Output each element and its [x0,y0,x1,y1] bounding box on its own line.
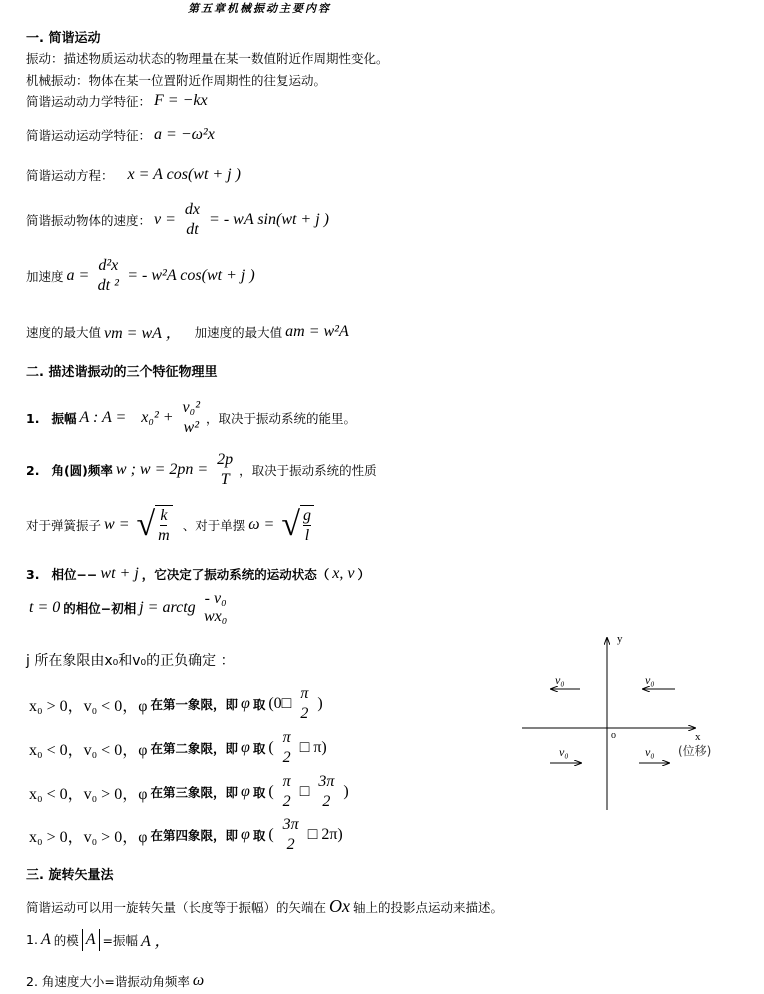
x-axis-label: x [695,731,701,743]
text: 在第三象限，即 [150,785,238,800]
acceleration-line [26,256,258,296]
quadrant-1-line [26,684,326,724]
label: 的相位−初相 [63,601,137,616]
lhs: a = [66,267,90,284]
denominator: 2 [282,793,291,810]
item-number: 3. [26,566,40,582]
spring-pendulum-line [26,505,314,545]
numerator: 3π [318,773,335,790]
denominator: 2 [322,793,331,810]
text: ，取决于振动系统的能里。 [206,411,357,426]
phi: φ [240,783,250,800]
formula: ω [192,972,205,989]
text: 在第一象限，即 [150,697,238,712]
label: 振幅 [51,411,77,426]
range: ) [343,783,349,800]
text: 取 [252,741,266,756]
numerator: π [300,685,309,702]
text: ，它决定了振动系统的运动状态（ [141,567,330,582]
denominator: 2 [286,836,295,853]
abs-A: A [82,929,100,951]
quadrant-3-line [26,772,352,812]
text: 简谐运动可以用一旋转矢量（长度等于振幅）的矢端在 [26,899,327,915]
amplitude-line [26,398,356,438]
displacement-label: (位移) [678,744,712,758]
quadrant-4-line [26,815,346,855]
text: 在第二象限，即 [150,741,238,756]
fraction [281,728,293,768]
range: □ π) [299,739,327,756]
formula: A ， [141,933,171,950]
rhs: = - w²A cos(wt + j ) [127,267,255,284]
text: ） [357,567,370,582]
label: 、对于单摆 [182,518,246,533]
vector-A: A [40,930,51,948]
label: 对于弹簧振子 [26,518,102,533]
numerator: π [282,773,291,790]
denominator: m [158,527,170,544]
text: 轴上的投影点运动来描述。 [353,899,504,915]
condition: x₀ > 0，v₀ < 0，φ [29,697,148,715]
formula: x, v [332,565,355,582]
denominator: 2 [300,705,309,722]
label: 加速度的最大值 [194,324,283,340]
quadrant-intro: j 所在象限由x₀和v₀的正负确定 ： [26,653,235,669]
section-2-heading: 二. 描述谐振动的三个特征物理里 [26,365,218,380]
text: 的模 [53,932,79,948]
rotating-vector-description [26,896,503,917]
formula: w = [104,516,130,533]
text: 在第四象限，即 [150,828,238,843]
numerator: d²x [98,257,119,274]
item-number: 1. [26,932,38,947]
formula: x = A cos(wt + j ) [127,166,241,183]
denominator: w² [183,419,200,436]
numerator: k [160,507,168,524]
rhs: = - wA sin(wt + j ) [209,211,329,228]
velocity-label: v₀ [555,673,565,687]
fraction [281,772,293,812]
condition: x₀ < 0，v₀ < 0，φ [29,741,148,759]
condition: x₀ > 0，v₀ > 0，φ [29,828,148,846]
velocity-label: v₀ [645,745,655,759]
condition: x₀ < 0，v₀ > 0，φ [29,785,148,803]
label: 简谐运动方程： [26,168,114,183]
numerator: dx [184,201,201,218]
initial-phase-line [26,590,233,626]
range: ) [317,695,323,712]
denominator: 2 [282,749,291,766]
formula: A : A = [79,409,127,426]
denominator: dt [186,221,199,238]
rotating-vector-item-2 [26,972,207,990]
item-number: 2. [26,462,40,478]
sqrt-icon: √ [136,506,156,543]
definition-mechanical-vibration: 机械振动：物体在某一位置附近作周期性的往复运动。 [26,73,327,88]
formula: w ; w = 2pn = [115,461,209,478]
label: 速度的最大值 [26,324,102,340]
equation-line [26,166,244,184]
denominator: dt ² [97,277,119,294]
text: 2. 角速度大小=谐振动角频率 [26,974,190,989]
sqrt-fraction [300,505,314,545]
numerator: g [303,507,311,524]
range: ( [268,783,274,800]
range: ( [268,739,274,756]
document-title: 第五章机械振动主要内容 [188,2,331,15]
velocity-label: v₀ [559,745,569,759]
text: ，取决于振动系统的性质 [239,463,377,478]
formula: vm = wA ， [104,325,182,342]
label: 相位−− [51,567,98,582]
section-1-heading: 一. 简谐运动 [26,31,101,46]
formula: ω = [248,516,275,533]
formula: a = −ω²x [154,126,215,143]
fraction [281,815,301,855]
max-values-line [26,320,352,343]
label: 简谐运动动力学特征： [26,94,152,109]
origin-label: o [611,730,616,741]
numerator: 2p [217,451,234,468]
fraction [316,772,336,812]
numerator: 3π [282,816,299,833]
phase-line [26,565,370,583]
lhs: v = [154,211,176,228]
fraction [96,256,120,296]
numerator: - v₀ [204,590,227,607]
range: (0□ [268,695,292,712]
range: □ 2π) [307,826,343,843]
sqrt-icon: √ [281,506,300,543]
numerator: π [282,729,291,746]
sqrt-fraction [155,505,173,545]
quadrant-2-line [26,728,330,768]
dynamics-line [26,92,211,110]
fraction [215,450,235,490]
phi: φ [240,739,250,756]
phi: φ [240,826,250,843]
formula: F = −kx [154,92,208,109]
text: =振幅 [102,932,138,948]
formula: am = w²A [285,322,349,340]
range: ( [268,826,274,843]
fraction [298,684,310,724]
section-3-heading: 三. 旋转矢量法 [26,868,114,883]
denominator: wx₀ [203,608,228,625]
denominator: l [304,527,310,544]
fraction [183,200,202,240]
formula: t = 0 [29,599,61,616]
item-number: 1. [26,410,40,426]
rotating-vector-item-1 [26,928,174,951]
formula: x₀² + [141,409,174,426]
kinematics-line [26,126,218,144]
text: 取 [252,697,266,712]
velocity-line [26,200,332,240]
phi: φ [240,695,250,712]
text: 取 [252,785,266,800]
label: 简谐运动运动学特征： [26,128,152,143]
formula: wt + j [100,565,139,582]
range: □ [299,783,310,800]
numerator: v₀² [182,399,201,416]
fraction [181,398,202,438]
label: 简谐振动物体的速度： [26,213,152,228]
fraction [203,590,229,626]
label: 角(圆)频率 [51,463,113,478]
text: 取 [252,828,266,843]
definition-vibration: 振动：描述物质运动状态的物理量在某一数值附近作周期性变化。 [26,51,389,66]
quadrant-diagram [515,630,735,815]
velocity-label: v₀ [645,673,655,687]
denominator: T [220,471,230,488]
formula: j = arctg [139,599,196,616]
formula: Ox [329,896,351,916]
frequency-line [26,450,377,490]
label: 加速度 [26,269,64,284]
y-axis-label: y [617,633,623,645]
